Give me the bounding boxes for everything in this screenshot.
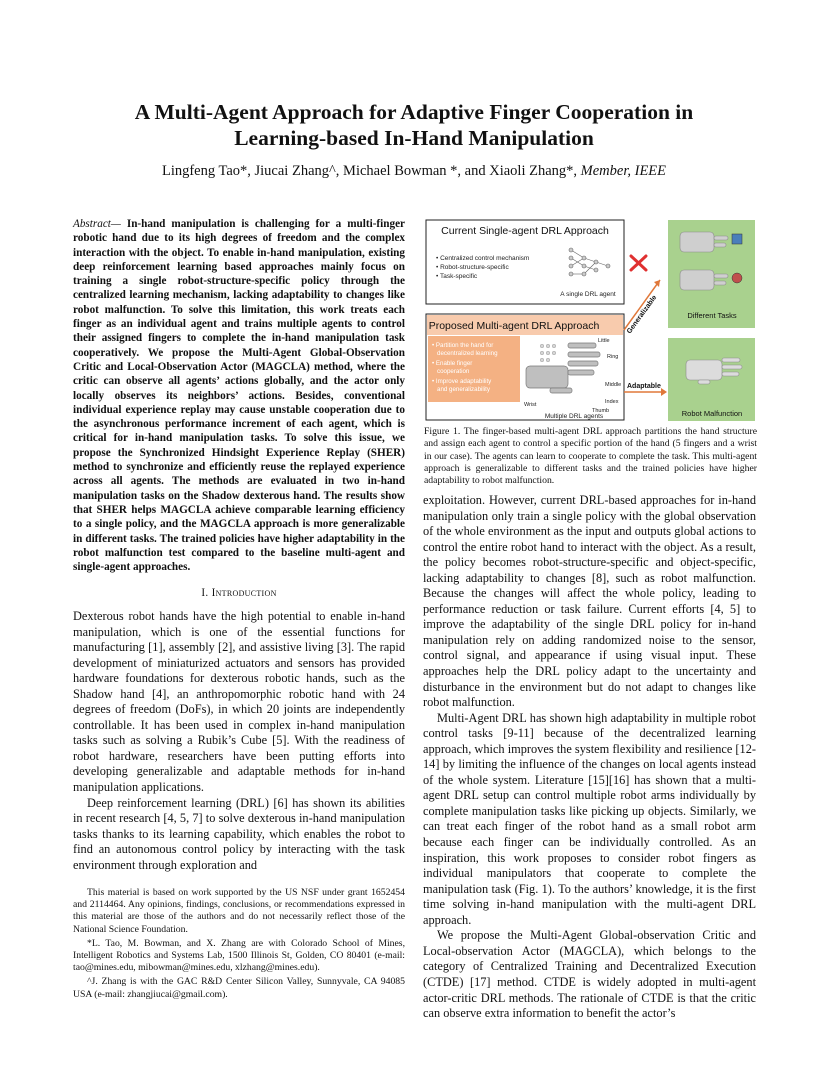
single-bullet-2: • Robot-structure-specific — [436, 264, 509, 271]
paper-title — [60, 99, 768, 151]
finger-label-wrist: Wrist — [524, 402, 537, 408]
section-number: I. — [201, 587, 209, 599]
single-agent-title: Current Single-agent DRL Approach — [441, 225, 609, 237]
cube-icon — [732, 234, 742, 244]
authors-names: Lingfeng Tao*, Jiucai Zhang^, Michael Bowman *, and Xiaoli Zhang*, — [161, 163, 578, 179]
finger-label-ring: Ring — [607, 354, 619, 360]
footnote-affiliation-2: ^J. Zhang is with the GAC R&D Center Silicon Valley, Sunnyvale, CA 94085 USA (e-mail: zhangjiucai@gmail.com). — [73, 976, 405, 1000]
cross-icon — [631, 256, 646, 270]
svg-text:and generalizability: and generalizability — [437, 386, 490, 393]
caption-text: The finger-based multi-agent DRL approach partitions the hand structure and assign each agent to control a specific portion of the hand (5 fingers and a wrist in our case). The agents can learn to cooperate to complete the task. This multi-agent approach is generalizable to different tasks and the trained policies have higher adaptability to robot malfunction. — [424, 426, 758, 487]
multi-agent-caption: Multiple DRL agents — [544, 413, 604, 420]
multi-bullet-3: • Improve adaptability — [432, 378, 492, 385]
author-list — [60, 163, 768, 180]
finger-label-little: Little — [598, 338, 610, 344]
right-column-text — [423, 493, 756, 1022]
section-heading — [73, 587, 405, 599]
multi-bullet-1: • Partition the hand for — [432, 342, 494, 349]
abstract-lead: Abstract— — [73, 218, 121, 230]
robot-malfunction-label: Robot Malfunction — [681, 409, 743, 418]
different-tasks-label: Different Tasks — [687, 311, 737, 320]
single-bullet-1: • Centralized control mechanism — [436, 255, 530, 262]
finger-label-thumb: Thumb — [592, 408, 610, 414]
single-bullet-3: • Task-specific — [436, 273, 478, 280]
multi-bullet-2: • Enable finger — [432, 360, 473, 367]
title-line-2: Learning-based In-Hand Manipulation — [234, 126, 594, 150]
abstract — [73, 217, 405, 574]
single-agent-caption: A single DRL agent — [560, 291, 616, 298]
multi-agent-title: Proposed Multi-agent DRL Approach — [428, 320, 600, 332]
svg-text:decentralized learning: decentralized learning — [437, 350, 498, 357]
finger-label-middle: Middle — [605, 382, 622, 388]
introduction-text — [73, 609, 405, 873]
egg-icon — [732, 273, 742, 283]
right-paragraph-1: exploitation. However, current DRL-based approaches for in-hand manipulation only train a single policy with the global observation of the whole environment as the input and outputs global actions to control the entire robot hand to interact with the object. As a result, the policy becomes robot-structure-specific and object-specific, lacking adaptability to changes [8], such as robot malfunction. Because the changes will affect the whole policy, leading to performance reduction or task failure. Current efforts [4, 5] to improve the adaptability of the single DRL policy for in-hand manipulation rely on adding randomized noise to the sensor, control signal, and appearance if using visual input. These approaches help the DRL policy adapt to the uncertainty and disturbance in the environment but do not adapt to changes like robot malfunction. — [423, 493, 756, 710]
svg-text:cooperation: cooperation — [437, 368, 470, 375]
footnote-funding: This material is based on work supported by the US NSF under grant 1652454 and 2114464. Any opinions, findings, conclusions, or recommendations expressed in this material are those of the authors and do not necessarily reflect those of the National Science Foundation. — [73, 887, 405, 935]
footnotes — [73, 887, 405, 1003]
right-paragraph-3: We propose the Multi-Agent Global-observation Critic and Local-observation Actor (MAGCLA), which belongs to the category of Centralized Training and Decentralized Execution (CTDE) [17] method. CTDE is widely adopted in multi-agent actor-critic DRL methods. The rationale of CTDE is that the critic can observe extra information to benefit the actor’s — [423, 928, 756, 1021]
generalizable-arrow-icon — [624, 280, 660, 330]
footnote-affiliation-1: *L. Tao, M. Bowman, and X. Zhang are with Colorado School of Mines, Intelligent Robotics and Systems Lab, 1500 Illinois St, Golden, CO 80401 (e-mail: tao@mines.edu, mibowman@mines.edu, xlzhang@mines.edu). — [73, 937, 405, 974]
title-line-1: A Multi-Agent Approach for Adaptive Finger Cooperation in — [134, 100, 694, 124]
authors-membership: Member, IEEE — [580, 163, 667, 179]
figure-1-caption — [424, 426, 757, 487]
caption-label: Figure 1. — [424, 426, 461, 437]
figure-1-diagram — [424, 218, 757, 423]
abstract-text: In-hand manipulation is challenging for a multi-finger robotic hand due to its high degrees of freedom and the complex interaction with the object. To enable in-hand manipulation, existing deep reinforcement learning based approaches mainly focus on training a single robot-structure-specific policy through the centralized learning mechanism, lacking adaptability to changes like robot malfunction. To solve this limitation, this work treats each finger as an individual agent and trains multiple agents to control their assigned fingers to complete the in-hand manipulation task cooperatively. We propose the Multi-Agent Global-Observation Critic and Local-Observation Actor (MAGCLA) method, where the critic can observe all agents’ actions globally, and the actor only locally observes its neighbors’ actions. Besides, conventional individual experience replay may cause unstable cooperation due to the asynchronous performance increment of each agent, which is critical for in-hand manipulation tasks. To solve this issue, we propose the Synchronized Hindsight Experience Replay (SHER) method to synchronize and efficiently reuse the replayed experience across all agents. The methods are evaluated in two in-hand manipulation tasks on the Shadow dexterous hand. The results show that SHER helps MAGCLA achieve comparable learning efficiency to a single policy, and the MAGCLA approach is more generalizable in different tasks. The trained policies have higher adaptability in the robot malfunction test compared to the baseline multi-agent and single-agent approaches. — [73, 218, 405, 574]
figure-1 — [424, 218, 757, 423]
right-paragraph-2: Multi-Agent DRL has shown high adaptability in multiple robot control tasks [9-11] because of the decentralized learning approach, which improves the system flexibility and resilience [12-14] by limiting the influence of the changes on local agents instead of the whole system. Literature [15][16] has shown that a multi-agent DRL setup can control multiple robot arms individually by complete manipulation tasks like picking up objects. Similarly, we can treat each finger of the robot hand as a small robot arm because each finger can be individually controlled. As an inspiration, this work proposes to consider robot fingers as individual manipulators that cooperate to complete the manipulation task (Fig. 1). To the authors’ knowledge, it is the first time solving in-hand manipulation with the multi-agent DRL approach. — [423, 710, 756, 927]
intro-paragraph-2: Deep reinforcement learning (DRL) [6] has shown its abilities in recent research [4, 5, 7] to solve dexterous in-hand manipulation tasks thanks to its learning capability, which enables the robot to find an autonomous control policy by interacting with the task environment through exploration and — [73, 795, 405, 872]
finger-label-index: Index — [605, 399, 619, 405]
adaptable-label: Adaptable — [627, 383, 661, 390]
section-title: Introduction — [211, 587, 277, 599]
intro-paragraph-1: Dexterous robot hands have the high potential to enable in-hand manipulation, which is one of the essential functions for manufacturing [1], assembly [2], and assistive living [3]. The rapid development of miniaturized actuators and sensors has provided hardware foundations for dexterous robotic hands, such as the Shadow hand [4], an anthropomorphic robotic hand with 24 degrees of freedom (DoFs), in which 20 joints are independently controllable. It has been used in complex in-hand manipulation tasks such as solving a Rubik’s Cube [5]. With the readiness of robot hardware, researchers have been putting efforts into developing generalizable and adaptable methods for in-hand manipulation applications. — [73, 609, 405, 795]
generalizable-label: Generalizable — [625, 294, 659, 336]
